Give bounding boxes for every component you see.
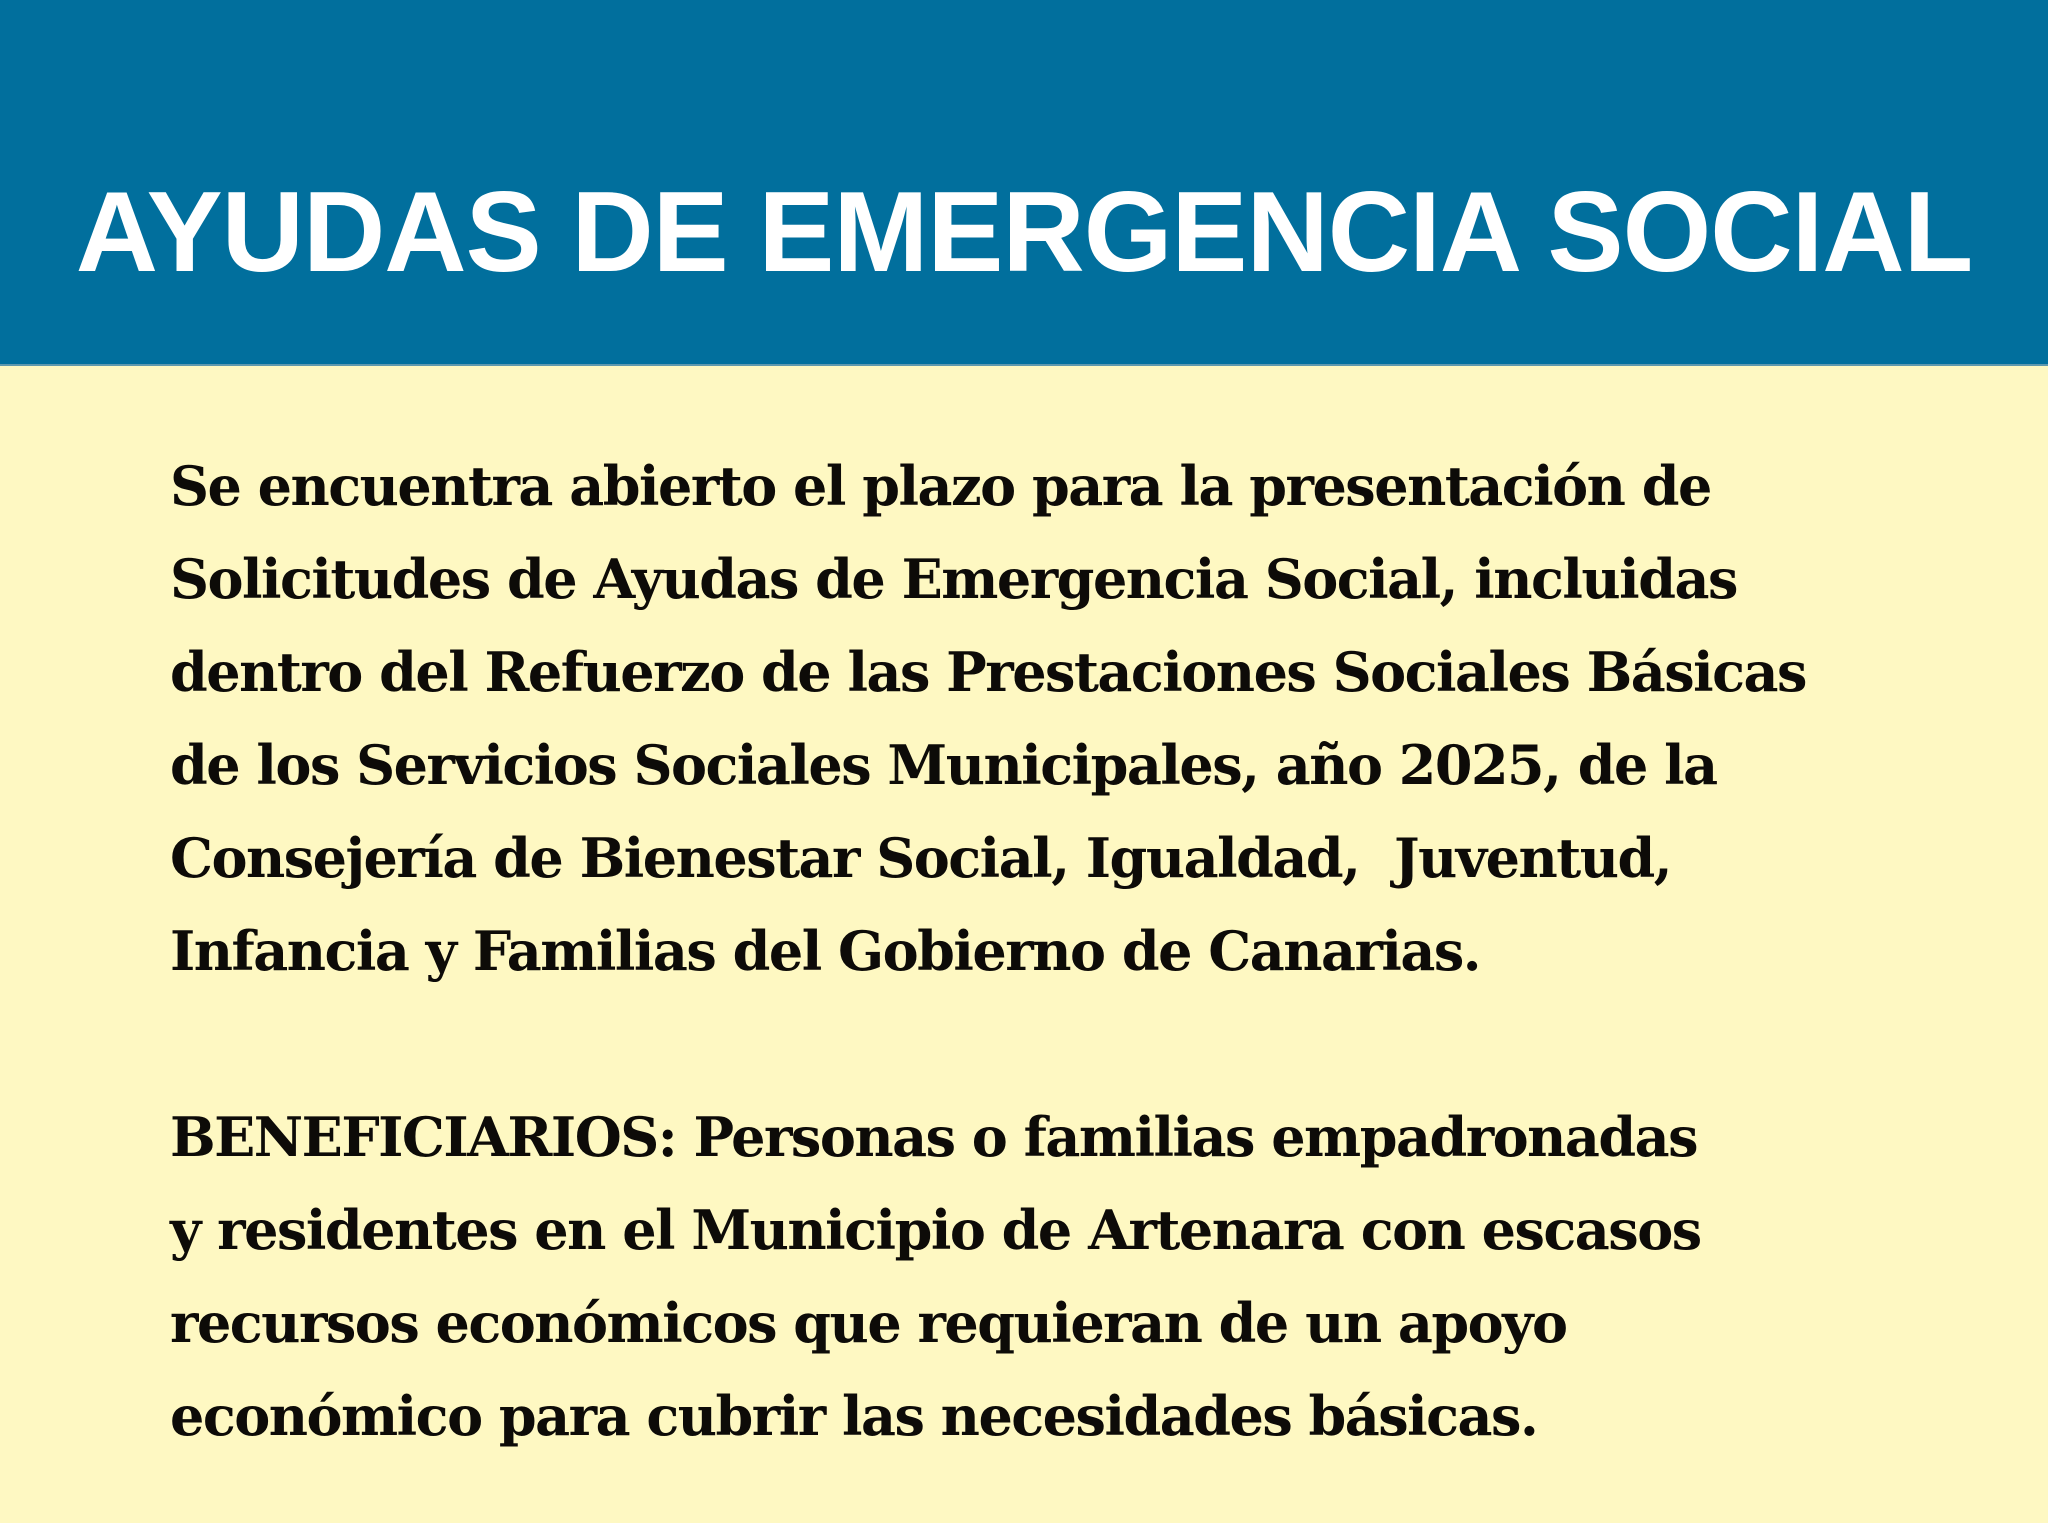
header-banner — [0, 0, 2048, 366]
text-line: y residentes en el Municipio de Artenara con escasos — [170, 1198, 1701, 1262]
text-line: Infancia y Familias del Gobierno de Canarias. — [170, 919, 1481, 983]
beneficiaries-paragraph — [170, 1091, 1990, 1463]
text-line: Consejería de Bienestar Social, Igualdad, Juventud, — [170, 826, 1672, 890]
text-line: dentro del Refuerzo de las Prestaciones Sociales Básicas — [170, 640, 1806, 704]
text-line: Solicitudes de Ayudas de Emergencia Social, incluidas — [170, 547, 1737, 611]
text-line: económico para cubrir las necesidades básicas. — [170, 1384, 1538, 1448]
text-line: recursos económicos que requieran de un apoyo — [170, 1291, 1567, 1355]
text-line: Se encuentra abierto el plazo para la presentación de — [170, 454, 1711, 518]
announcement-paragraph — [170, 440, 1990, 998]
text-line: de los Servicios Sociales Municipales, año 2025, de la — [170, 733, 1717, 797]
notice-body — [170, 440, 1990, 1463]
page-title: AYUDAS DE EMERGENCIA SOCIAL — [75, 169, 1973, 296]
text-line: BENEFICIARIOS: Personas o familias empadronadas — [170, 1105, 1698, 1169]
